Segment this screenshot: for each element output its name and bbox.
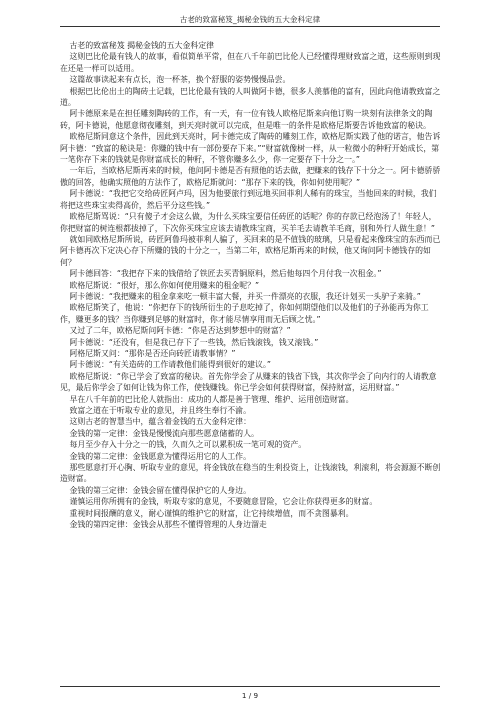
paragraph: 阿卡德原来是在担任雕刻陶砖的工作，有一天，有一位有钱人欧格尼斯来向他订购一块刻有法律条文的陶砖，阿卡德说，他愿意彻夜雕刻，到天亮时就可以完成，但是唯一的条件是欧格尼斯要告诉他致富的秘诀。 (60, 109, 433, 130)
paragraph: 根据巴比伦出土的陶砖土记载，巴比伦最有钱的人叫做阿卡德，很多人羡慕他的富有，因此向他请教致富之道。 (60, 86, 441, 108)
paragraph: 每月至少存入十分之一的钱，久而久之可以累积成一笔可观的资产。 (69, 440, 307, 450)
paragraph: 欧格尼斯骂说：“只有傻子才会这么做，为什么买珠宝要信任砖匠的话呢？你的存款已经泡汤了！年轻人，你把财富的树连根都拔掉了，下次你买珠宝应该去请教珠宝商，买羊毛去请教羊毛商，别和外行人做生意！” (60, 212, 437, 233)
paragraph: 早在八千年前的巴比伦人就指出：成功的人都是善于管理、维护、运用创造财富。 (69, 394, 354, 404)
paragraph: 重视时间报酬的意义，耐心谨慎的维护它的财富，让它持续增值，而不贪图暴利。 (69, 508, 354, 518)
paragraph: 这则古老的智慧当中，蕴含着金钱的五大金科定律： (69, 417, 251, 427)
header-divider (60, 26, 440, 27)
page-header: 古老的致富秘笈_揭秘金钱的五大金科定律 (179, 15, 321, 24)
footer-divider (60, 686, 440, 687)
paragraph: 金钱的第二定律：金钱愿意为懂得运用它的人工作。 (69, 451, 251, 461)
paragraph: 又过了二年，欧格尼斯问阿卡德：“你是否达到梦想中的财富？” (69, 326, 291, 336)
heading-paragraph: 古老的致富秘笈 揭秘金钱的五大金科定律 (69, 41, 215, 50)
page-number: 1 / 9 (241, 691, 259, 700)
paragraph: 阿卡德说：“有关造砖的工作请教他们能得到很好的建议。” (69, 360, 271, 370)
paragraph: 阿卡德说：“还没有，但是我已存下了一些钱，然后钱滚钱，钱又滚钱。” (69, 337, 319, 347)
document-body (60, 40, 444, 530)
paragraph: 欧格尼斯说：“你已学会了致富的秘诀。首先你学会了从赚来的钱省下钱，其次你学会了向内行的人请教意见，最后你学会了如何让钱为你工作，使钱赚钱。你已学会如何获得财富，保持财富，运用财富。” (60, 371, 437, 393)
paragraph: 金钱的第一定律：金钱是慢慢流向那些愿意储蓄的人。 (69, 428, 259, 438)
paragraph: 阿卡德回答：“我把存下来的钱借给了铁匠去买青铜原料，然后他每四个月付我一次租金。” (69, 269, 382, 279)
paragraph: 这篇故事读起来有点长，泡一杯茶，换个舒服的姿势慢慢品尝。 (69, 75, 291, 85)
paragraph: 一年后，当欧格尼斯再来的时候，他问阿卡德是否有照他的话去做，把赚来的钱存下十分之一。阿卡德骄骄傲的回答，他确实照他的方法作了，欧格尼斯就问：“那存下来的钱，你如何使用呢？” (60, 166, 441, 187)
paragraph: 欧格尼斯同意这个条件，因此到天亮时，阿卡德完成了陶砖的雕刻工作，欧格尼斯实践了他的诺言，他告诉阿卡德：“致富的秘诀是：你赚的钱中有一部份要存下来。”“财富就像树一样，从一粒微小的种籽开始成长，第一笔你存下来的钱就是你财富成长的种籽，不管你赚多么少，你一定要存下十分之一。” (60, 132, 441, 165)
paragraph: 就如同欧格尼斯所说，砖匠阿鲁玛被菲利人骗了，买回来的是不值钱的玻璃，只是看起来像珠宝的东西而已阿卡德再次下定决心存下所赚的钱的十分之一，当第二年，欧格尼斯再来的时候，他又询问阿卡德钱存的如何？ (60, 234, 441, 267)
paragraph: 谨慎运用你所拥有的金钱，听取专家的意见，不要随意冒险，它会让你获得更多的财富。 (69, 497, 378, 507)
paragraph: 那些愿意打开心胸、听取专业的意见，将金钱放在稳当的生利投资上，让钱滚钱，利滚利，将会源源不断创造财富。 (60, 463, 441, 484)
paragraph: 阿卡德说：“我把赚来的租金拿来吃一顿丰富大餐，并买一件漂亮的衣服，我还计划买一头驴子来骑。” (69, 291, 421, 301)
paragraph: 这则巴比伦最有钱人的故事，看似简单平常，但在八千年前巴比伦人已经懂得理财致富之道，这些原则到现在还是一样可以适用。 (60, 52, 441, 73)
paragraph: 欧格尼斯笑了，他说：“你把存下的钱所衍生的子息吃掉了，你如何期望他们以及他们的子孙能再为你工作，赚更多的钱？当你赚到足够的财富时，你才能尽情享用而无后顾之忧。” (60, 303, 429, 324)
paragraph: 欧格尼斯说：“很好，那么你如何使用赚来的租金呢？” (69, 280, 260, 290)
paragraph: 金钱的第三定律：金钱会留在懂得保护它的人身边。 (69, 485, 251, 495)
paragraph: 阿格尼斯又问：“那你是否还向砖匠请教事情？” (69, 348, 236, 358)
paragraph: 阿卡德说：“我把它交给砖匠阿卢玛，因为他要旅行到远地买回菲利人稀有的珠宝，当他回来的时候，我们将把这些珠宝卖得高价，然后平分这些钱。” (60, 189, 437, 210)
paragraph: 致富之道在于听取专业的意见，并且终生奉行不渝。 (69, 406, 251, 415)
paragraph: 金钱的第四定律：金钱会从那些不懂得管理的人身边溜走 (69, 520, 267, 530)
